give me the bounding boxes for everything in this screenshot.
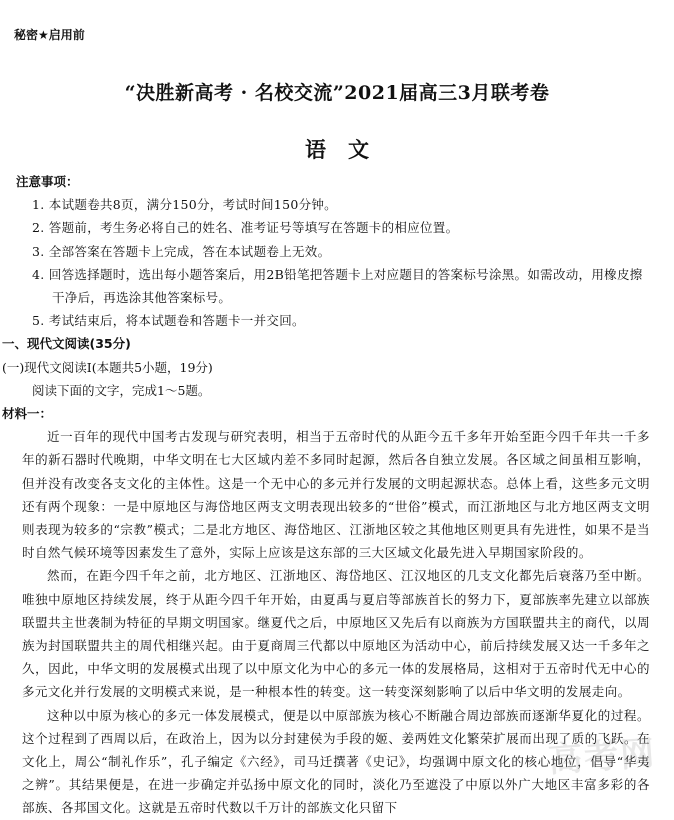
watermark-logo: 高考网 — [546, 733, 658, 781]
notice-heading: 注意事项： — [16, 174, 79, 189]
notice-item: 5. 考试结束后，将本试题卷和答题卡一并交回。 — [32, 313, 305, 329]
section-heading: 一、现代文阅读(35分) — [2, 336, 131, 352]
notice-item: 1. 本试题卷共8页，满分150分，考试时间150分钟。 — [32, 197, 337, 213]
subject-title: 语文 — [305, 137, 391, 162]
exam-title: “决胜新高考 · 名校交流”2021届高三3月联考卷 — [124, 82, 550, 104]
secret-label: 秘密★启用前 — [14, 28, 85, 42]
exam-body — [2, 170, 650, 820]
section-subheading: (一)现代文阅读Ⅰ(本题共5小题，19分) — [2, 359, 213, 375]
notice-item: 4. 回答选择题时，选出每小题答案后，用2B铅笔把答题卡上对应题目的答案标号涂黑。如需改动，用橡皮擦干净后，再选涂其他答案标号。 — [32, 266, 643, 306]
reading-instruction: 阅读下面的文字，完成1～5题。 — [32, 382, 211, 398]
notice-item: 3. 全部答案在答题卡上完成，答在本试题卷上无效。 — [32, 243, 331, 259]
material-label: 材料一： — [2, 406, 53, 422]
paragraph: 近一百年的现代中国考古发现与研究表明，相当于五帝时代的从距今五千多年开始至距今四千年共一千多年的新石器时代晚期，中华文明在七大区域内差不多同时起源，然后各自独立发展。各区域之间虽相互影响，但并没有改变各支文化的主体性。这是一个无中心的多元并行发展的文明起源状态。总体上看，这些多元文明还有两个现象：一是中原地区与海岱地区两支文明表现出较多的“世俗”模式，而江浙地区与北方地区两支文明则表现为较多的“宗教”模式；二是北方地区、海岱地区、江浙地区较之其他地区则更具有先进性，如果不是当时自然气候环境等因素发生了意外，实际上应该是这东部的三大区域文化最先进入早期国家阶段的。 — [22, 429, 650, 561]
paragraph: 然而，在距今四千年之前，北方地区、江浙地区、海岱地区、江汉地区的几支文化都先后衰落乃至中断。唯独中原地区持续发展，终于从距今四千年开始，由夏禹与夏启等部族首长的努力下，夏部族率先建立以部族联盟共主世袭制为特征的早期文明国家。继夏代之后，中原地区又先后有以商族为方国联盟共主的商代，以周族为封国联盟共主的周代相继兴起。由于夏商周三代都以中原地区为活动中心，前后持续发展又达一千多年之久，因此，中华文明的发展模式出现了以中原文化为中心的多元一体的发展格局，这相对于五帝时代无中心的多元文化并行发展的文明模式来说，是一种根本性的转变。这一转变深刻影响了以后中华文明的发展走向。 — [22, 568, 650, 700]
paragraph: 这种以中原为核心的多元一体发展模式，便是以中原部族为核心不断融合周边部族而逐渐华夏化的过程。这个过程到了西周以后，在政治上，因为以分封建侯为手段的姬、姜两姓文化繁荣扩展而出现了质的飞跃。在文化上，周公“制礼作乐”，孔子编定《六经》，司马迁撰著《史记》，均强调中原文化的核心地位，倡导“华夷之辨”。其结果便是，在进一步确定并弘扬中原文化的同时，淡化乃至遮没了中原以外广大地区丰富多彩的各部族、各邦国文化。这就是五帝时代数以千万计的部族文化只留下 — [22, 707, 650, 816]
notice-item: 2. 答题前，考生务必将自己的姓名、准考证号等填写在答题卡的相应位置。 — [32, 220, 459, 236]
